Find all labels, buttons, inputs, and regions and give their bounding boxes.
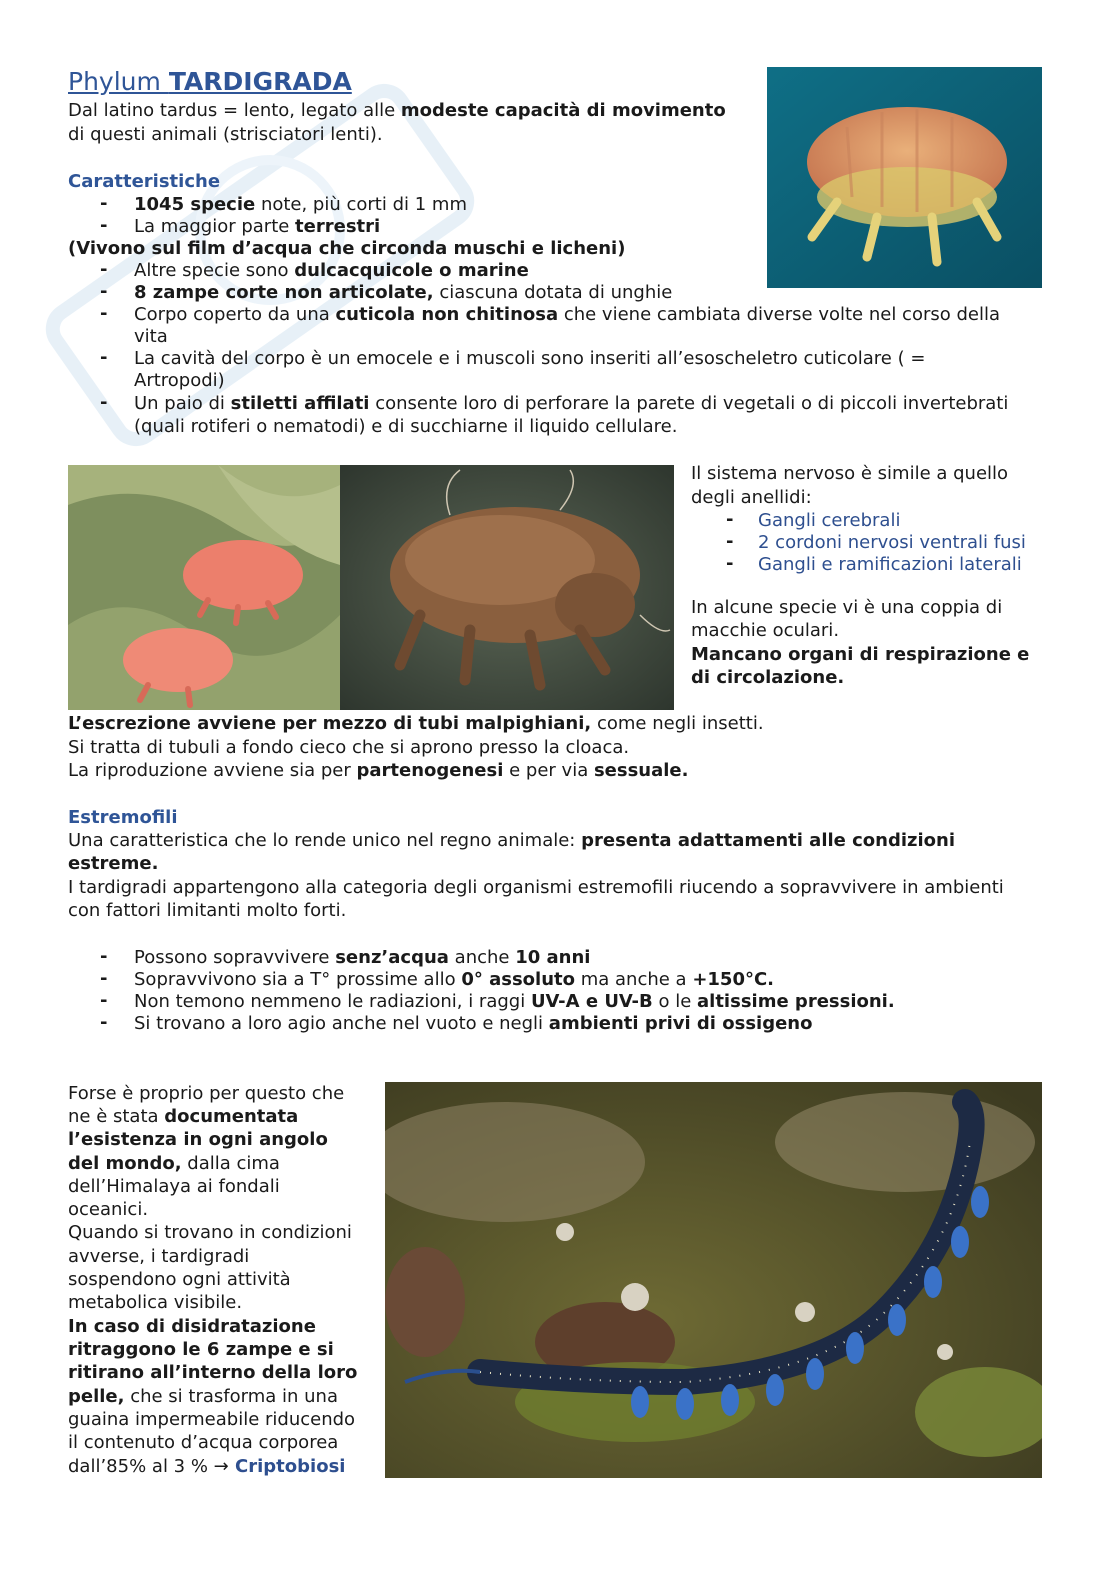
estremofili-line-4: con fattori limitanti molto forti. (68, 900, 347, 921)
nervoso-item-cordoni: 2 cordoni nervosi ventrali fusi (758, 532, 1026, 553)
forse-line-10: metabolica visibile. (68, 1292, 243, 1313)
bullet-dash: - (100, 946, 108, 967)
bullet-dash: - (100, 392, 108, 413)
escrezione-line-1: L’escrezione avviene per mezzo di tubi malpighiani, come negli insetti. (68, 713, 764, 734)
velvet-worm-photo (385, 1082, 1042, 1478)
bullet-emocele-cont: Artropodi) (134, 370, 225, 391)
forse-line-2: ne è stata documentata (68, 1106, 299, 1127)
forse-line-15: guaina impermeabile riducendo (68, 1409, 356, 1430)
bullet-cuticola-cont: vita (134, 326, 168, 347)
tardigrade-moss-photo (68, 465, 340, 710)
bullet-radiazioni: Non temono nemmeno le radiazioni, i raggi UV-A e UV-B o le altissime pressioni. (134, 991, 895, 1012)
bullet-stiletti: Un paio di stiletti affilati consente loro di perforare la parete di vegetali o di piccoli invertebrati (134, 393, 1009, 414)
forse-line-12: ritraggono le 6 zampe e si (68, 1339, 334, 1360)
bullet-dash: - (100, 968, 108, 989)
nervoso-line-2: degli anellidi: (691, 487, 812, 508)
tardigrade-photo (767, 67, 1042, 288)
bullet-dash: - (100, 1012, 108, 1033)
nervoso-line-4: macchie oculari. (691, 620, 840, 641)
note-film-acqua: (Vivono sul film d’acqua che circonda muschi e licheni) (68, 238, 626, 259)
title-prefix: Phylum (68, 67, 169, 96)
forse-line-8: avverse, i tardigradi (68, 1246, 250, 1267)
forse-line-17: dall’85% al 3 % → Criptobiosi (68, 1456, 346, 1477)
forse-line-5: dell’Himalaya ai fondali (68, 1176, 280, 1197)
page-title (68, 67, 352, 97)
forse-line-7: Quando si trovano in condizioni (68, 1222, 352, 1243)
forse-line-13: ritirano all’interno della loro (68, 1362, 358, 1383)
title-main: TARDIGRADA (168, 67, 352, 96)
nervoso-line-6: di circolazione. (691, 667, 845, 688)
nervoso-line-5: Mancano organi di respirazione e (691, 644, 1030, 665)
forse-line-3: l’esistenza in ogni angolo (68, 1129, 328, 1150)
bullet-dash: - (100, 215, 108, 236)
bullet-dash: - (726, 531, 734, 552)
bullet-emocele: La cavità del corpo è un emocele e i muscoli sono inseriti all’esoscheletro cuticolare ( = (134, 348, 926, 369)
bullet-stiletti-cont: (quali rotiferi o nematodi) e di succhiarne il liquido cellulare. (134, 416, 678, 437)
forse-line-1: Forse è proprio per questo che (68, 1083, 345, 1104)
bullet-dash: - (100, 259, 108, 280)
bullet-dash: - (726, 509, 734, 530)
bullet-dash: - (100, 281, 108, 302)
estremofili-line-1: Una caratteristica che lo rende unico nel regno animale: presenta adattamenti alle condizioni (68, 830, 956, 851)
bullet-dash: - (100, 347, 108, 368)
nervoso-line-1: Il sistema nervoso è simile a quello (691, 463, 1009, 484)
nervoso-item-gangli-cerebrali: Gangli cerebrali (758, 510, 901, 531)
bullet-senza-acqua: Possono sopravvivere senz’acqua anche 10 anni (134, 947, 591, 968)
bullet-dash: - (100, 990, 108, 1011)
section-heading-caratteristiche: Caratteristiche (68, 171, 221, 192)
intro-line-1: Dal latino tardus = lento, legato alle modeste capacità di movimento (68, 100, 726, 121)
bullet-zampe: 8 zampe corte non articolate, ciascuna dotata di unghie (134, 282, 673, 303)
bullet-dash: - (100, 303, 108, 324)
section-heading-estremofili: Estremofili (68, 807, 178, 828)
bullet-cuticola: Corpo coperto da una cuticola non chitinosa che viene cambiata diverse volte nel corso della (134, 304, 1000, 325)
bullet-temperature: Sopravvivono sia a T° prossime allo 0° assoluto ma anche a +150°C. (134, 969, 775, 990)
bullet-vuoto: Si trovano a loro agio anche nel vuoto e negli ambienti privi di ossigeno (134, 1013, 813, 1034)
forse-line-11: In caso di disidratazione (68, 1316, 316, 1337)
bullet-dash: - (726, 553, 734, 574)
forse-line-9: sospendono ogni attività (68, 1269, 291, 1290)
bullet-dulcacquicole: Altre specie sono dulcacquicole o marine (134, 260, 529, 281)
bullet-terrestri: La maggior parte terrestri (134, 216, 381, 237)
arrow-icon: → (213, 1456, 229, 1477)
forse-line-16: il contenuto d’acqua corporea (68, 1432, 339, 1453)
bullet-specie: 1045 specie note, più corti di 1 mm (134, 194, 467, 215)
forse-line-4: del mondo, dalla cima (68, 1153, 280, 1174)
escrezione-line-2: Si tratta di tubuli a fondo cieco che si aprono presso la cloaca. (68, 737, 630, 758)
nervoso-item-ramificazioni: Gangli e ramificazioni laterali (758, 554, 1022, 575)
criptobiosi-link: Criptobiosi (228, 1456, 346, 1477)
forse-line-6: oceanici. (68, 1199, 149, 1220)
forse-line-14: pelle, che si trasforma in una (68, 1386, 338, 1407)
estremofili-line-2: estreme. (68, 853, 159, 874)
bullet-dash: - (100, 193, 108, 214)
intro-line-2: di questi animali (strisciatori lenti). (68, 124, 383, 145)
riproduzione-line: La riproduzione avviene sia per partenogenesi e per via sessuale. (68, 760, 689, 781)
estremofili-line-3: I tardigradi appartengono alla categoria degli organismi estremofili riucendo a sopravvivere in ambienti (68, 877, 1004, 898)
nervoso-line-3: In alcune specie vi è una coppia di (691, 597, 1003, 618)
tardigrade-sem-photo (340, 465, 674, 710)
